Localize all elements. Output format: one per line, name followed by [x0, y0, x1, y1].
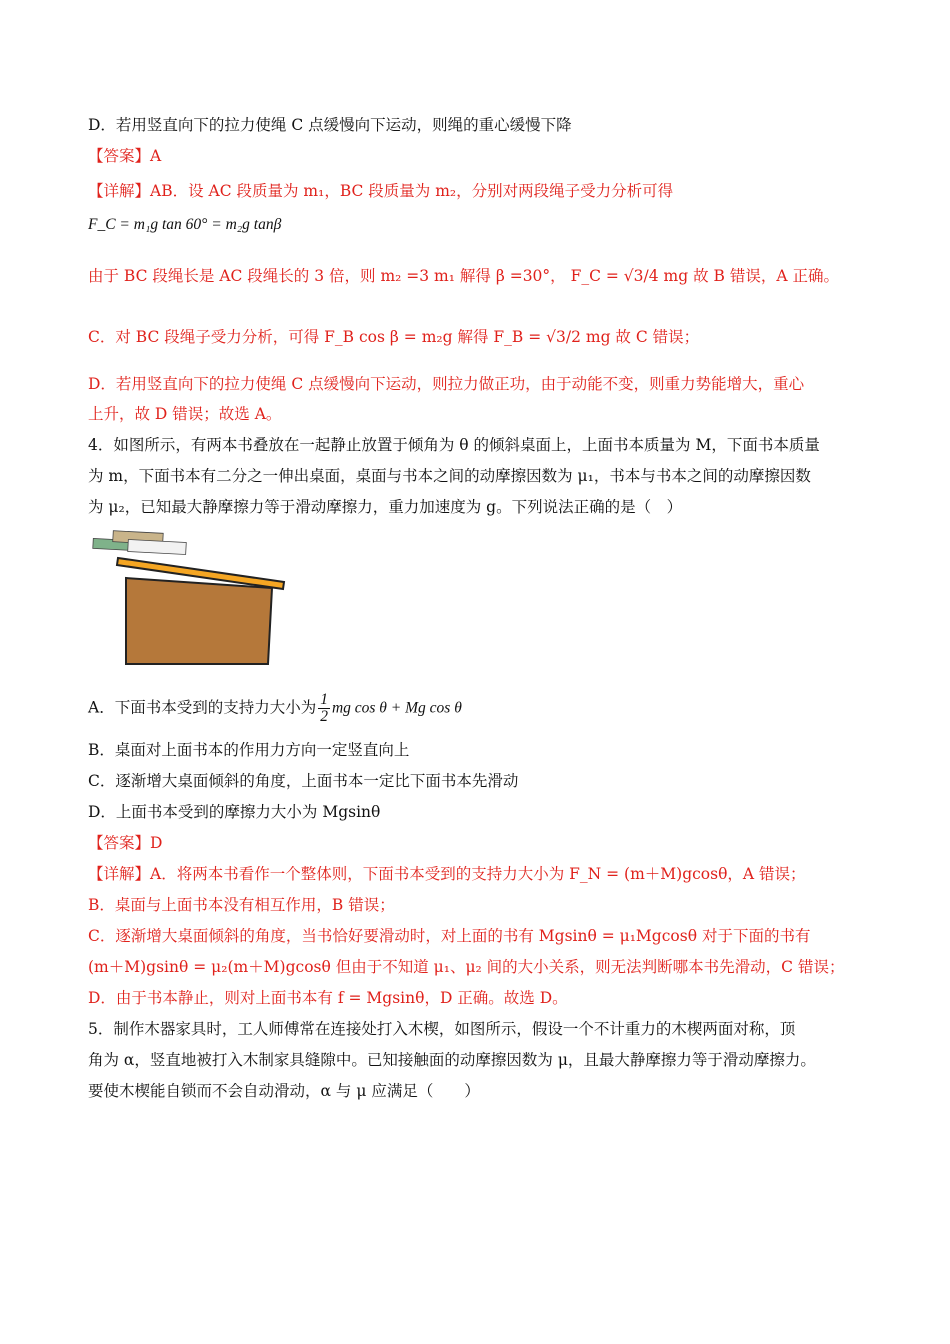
q3-option-d: D．若用竖直向下的拉力使绳 C 点缓慢向下运动，则绳的重心缓慢下降	[88, 116, 572, 134]
frac-numerator: 1	[320, 691, 328, 708]
q3-answer: 【答案】A	[88, 147, 162, 165]
q5-stem-3: 要使木楔能自锁而不会自动滑动，α 与 μ 应满足（ ）	[88, 1082, 480, 1100]
q4-detail-3a: C．逐渐增大桌面倾斜的角度，当书恰好要滑动时，对上面的书有 Mgsinθ = μ₁Mgcosθ 对于下面的书有	[88, 927, 811, 945]
q5-stem-1: 5．制作木器家具时，工人师傅常在连接处打入木楔，如图所示，假设一个不计重力的木楔两面对称，顶	[88, 1020, 796, 1038]
q3-detail-4b: 上升，故 D 错误；故选 A。	[88, 405, 282, 423]
q3-formula-1: F_C = m₁g tan 60° = m₂g tanβ	[88, 216, 282, 233]
q4-detail-1: 【详解】A．将两本书看作一个整体则，下面书本受到的支持力大小为 F_N = (m＋M)gcosθ，A 错误；	[88, 865, 806, 883]
q4-detail-4: D．由于书本静止，则对上面书本有 f = Mgsinθ，D 正确。故选 D。	[88, 989, 568, 1007]
q4-detail-2: B．桌面与上面书本没有相互作用，B 错误；	[88, 896, 395, 914]
q4-option-a-formula: mg cos θ + Mg cos θ	[331, 699, 462, 717]
q4-option-c: C．逐渐增大桌面倾斜的角度，上面书本一定比下面书本先滑动	[88, 772, 519, 790]
q4-option-d: D．上面书本受到的摩擦力大小为 Mgsinθ	[88, 803, 381, 821]
q3-detail-2: 由于 BC 段绳长是 AC 段绳长的 3 倍，则 m₂ =3 m₁ 解得 β =30°， F_C = √3/4 mg 故 B 错误，A 正确。	[88, 267, 839, 285]
q5-stem-2: 角为 α，竖直地被打入木制家具缝隙中。已知接触面的动摩擦因数为 μ，且最大静摩擦力等于滑动摩擦力。	[88, 1051, 816, 1069]
q4-stem-2: 为 m，下面书本有二分之一伸出桌面，桌面与书本之间的动摩擦因数为 μ₁，书本与书本之间的动摩擦因数	[88, 467, 811, 485]
q4-option-a-fraction	[318, 692, 330, 725]
q4-detail-3b: (m＋M)gsinθ = μ₂(m＋M)gcosθ 但由于不知道 μ₁、μ₂ 间的大小关系，则无法判断哪本书先滑动，C 错误；	[88, 958, 845, 976]
q4-option-b: B．桌面对上面书本的作用力方向一定竖直向上	[88, 741, 410, 759]
q4-option-a	[88, 692, 462, 725]
q4-stem-3: 为 μ₂，已知最大静摩擦力等于滑动摩擦力，重力加速度为 g。下列说法正确的是（ ）	[88, 498, 683, 516]
book-spine	[128, 539, 187, 554]
q4-option-a-text: A．下面书本受到的支持力大小为	[88, 698, 317, 717]
frac-denominator: 2	[320, 708, 328, 725]
q3-detail-3: C．对 BC 段绳子受力分析，可得 F_B cos β = m₂g 解得 F_B = √3/2 mg 故 C 错误；	[88, 328, 700, 346]
q4-answer: 【答案】D	[88, 834, 163, 852]
q3-detail-1: 【详解】AB．设 AC 段质量为 m₁，BC 段质量为 m₂，分别对两段绳子受力分析可得	[88, 182, 674, 200]
q4-stem-1: 4．如图所示，有两本书叠放在一起静止放置于倾角为 θ 的倾斜桌面上，上面书本质量为 M，下面书本质量	[88, 436, 820, 454]
table-body	[126, 578, 272, 664]
q3-detail-4a: D．若用竖直向下的拉力使绳 C 点缓慢向下运动，则拉力做正功，由于动能不变，则重力势能增大，重心	[88, 375, 805, 393]
tilted-table-with-books-figure	[88, 528, 288, 668]
